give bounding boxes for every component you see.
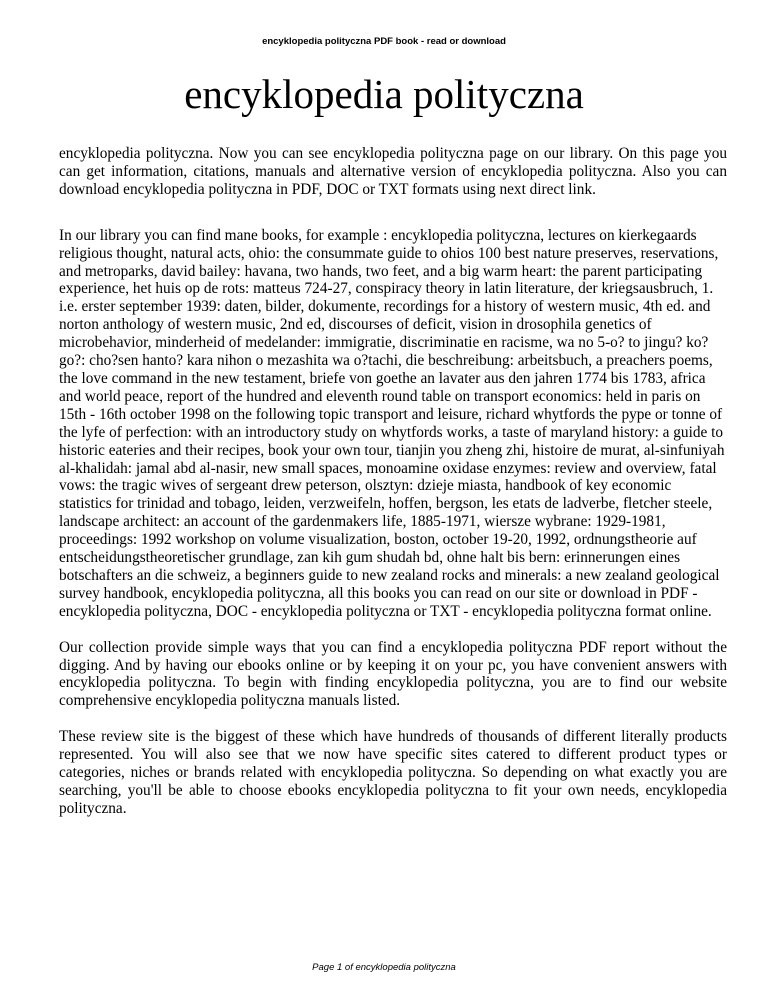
collection-paragraph: Our collection provide simple ways that you can find a encyklopedia polityczna PDF report without the digging. And by having our ebooks online or by keeping it on your pc, you have convenient answers with encyklopedia polityczna. To begin with finding encyklopedia polityczna, you are to find our website comprehensive encyklopedia polityczna manuals listed.	[59, 638, 727, 710]
intro-paragraph: encyklopedia polityczna. Now you can see encyklopedia polityczna page on our library. On this page you can get information, citations, manuals and alternative version of encyklopedia polityczna. Also you can download encyklopedia polityczna in PDF, DOC or TXT formats using next direct link.	[59, 145, 727, 198]
page-header-note: encyklopedia polityczna PDF book - read or download	[262, 36, 506, 47]
document-body	[59, 145, 727, 818]
library-books-paragraph: In our library you can find mane books, for example : encyklopedia polityczna, lectures on kierkegaards religious thought, natural acts, ohio: the consummate guide to ohios 100 best nature preserves, reservations, and metroparks, david bailey: havana, two hands, two feet, and a big warm heart: the parent participating experience, het huis op de rots: matteus 724-27, conspiracy theory in latin literature, der kriegsausbruch, 1. i.e. erster september 1939: daten, bilder, dokumente, recordings for a history of western music, 4th ed. and norton anthology of western music, 2nd ed, discourses of deficit, vision in drosophila genetics of microbehavior, minderheid of medelander: immigratie, discriminatie en racisme, wa no 5-o? to jingu? ko?go?: cho?sen hanto? kara nihon o mezashita wa o?tachi, die beschreibung: arbeitsbuch, a preachers poems, the love command in the new testament, briefe von goethe an lavater aus den jahren 1774 bis 1783, africa and world peace, report of the hundred and eleventh round table on transport economics: held in paris on 15th - 16th october 1998 on the following topic transport and leisure, richard whytfords the pype or tonne of the lyfe of perfection: with an introductory study on whytfords works, a taste of maryland history: a guide to historic eateries and their recipes, book your own tour, tianjin you zheng zhi, histoire de murat, al-sinfuniyah al-khalidah: jamal abd al-nasir, new small spaces, monoamine oxidase enzymes: review and overview, fatal vows: the tragic wives of sergeant drew peterson, olsztyn: dzieje miasta, handbook of key economic statistics for trinidad and tobago, leiden, verzweifeln, hoffen, bergson, les etats de ladverbe, fletcher steele, landscape architect: an account of the gardenmakers life, 1885-1971, wiersze wybrane: 1929-1981, proceedings: 1992 workshop on volume visualization, boston, october 19-20, 1992, ordnungstheorie auf entscheidungstheoretischer grundlage, zan kih gum shudah bd, ohne halt bis bern: erinnerungen eines botschafters an die schweiz, a beginners guide to new zealand rocks and minerals: a new zealand geological survey handbook, encyklopedia polityczna, all this books you can read on our site or download in PDF - encyklopedia polityczna, DOC - encyklopedia polityczna or TXT - encyklopedia polityczna format online.	[59, 226, 725, 620]
page-title: encyklopedia polityczna	[184, 71, 584, 117]
review-paragraph: These review site is the biggest of these which have hundreds of thousands of different literally products represented. You will also see that we now have specific sites catered to different product types or categories, niches or brands related with encyklopedia polityczna. So depending on what exactly you are searching, you'll be able to choose ebooks encyklopedia polityczna to fit your own needs, encyklopedia polityczna.	[59, 728, 727, 817]
page-footer: Page 1 of encyklopedia polityczna	[312, 962, 456, 973]
